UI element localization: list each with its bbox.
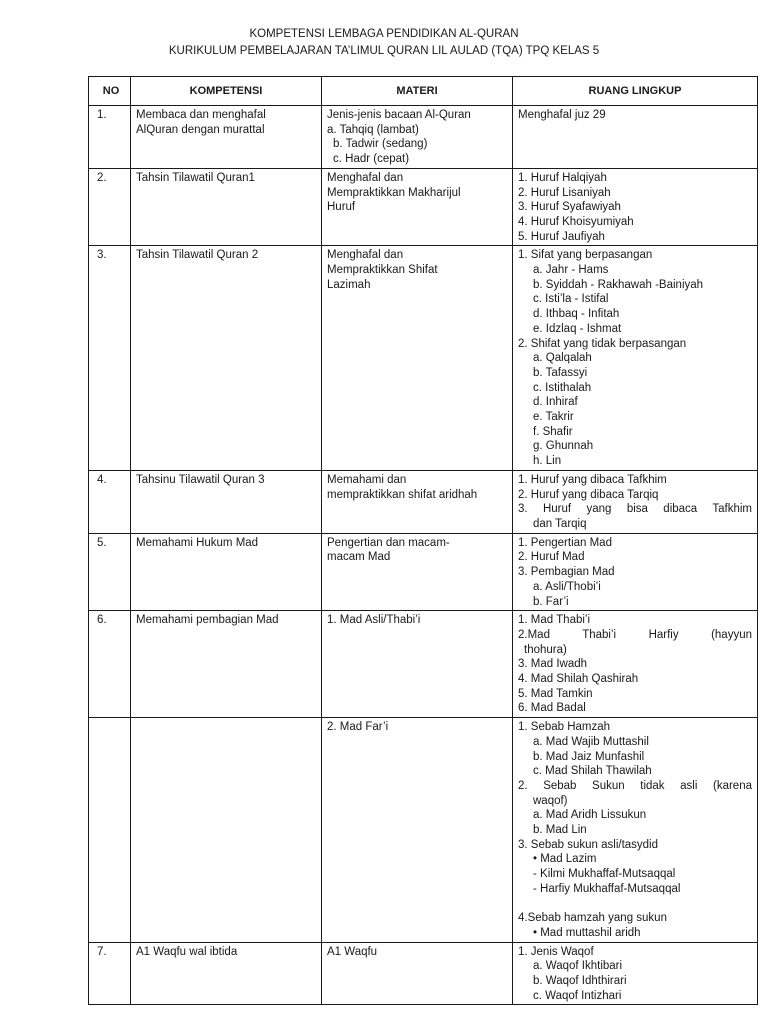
cell-line: 3. Huruf Syafawiyah — [518, 201, 621, 214]
cell-line: waqof) — [533, 794, 568, 807]
cell-materi — [322, 611, 513, 718]
cell-line: Membaca dan menghafal — [136, 109, 266, 121]
cell-no: 5. — [89, 533, 131, 611]
cell-line: b. Far’i — [533, 595, 569, 608]
cell-line: 3. Mad Iwadh — [518, 658, 588, 671]
cell-line: d. Ithbaq - Infitah — [533, 308, 620, 321]
cell-line: macam Mad — [327, 551, 391, 564]
cell-line: c. Istithalah — [533, 381, 592, 394]
cell-line: h. Lin — [533, 455, 562, 468]
cell-line: Mempraktikkan Makharijul — [327, 186, 461, 199]
cell-line: b. Syiddah - Rakhawah -Bainiyah — [533, 278, 704, 291]
cell-kompetensi — [131, 470, 322, 533]
cell-line: a. Mad Aridh Lissukun — [533, 809, 647, 822]
cell-line: 4.Sebab hamzah yang sukun — [518, 912, 667, 925]
cell-line: Tahsin Tilawatil Quran1 — [136, 171, 255, 184]
cell-kompetensi — [131, 106, 322, 169]
cell-materi — [322, 106, 513, 169]
header-ruang-lingkup: RUANG LINGKUP — [513, 77, 758, 106]
cell-line: b. Waqof Idhthirari — [533, 975, 627, 988]
cell-line: e. Takrir — [533, 411, 574, 424]
cell-line: Tahsin Tilawatil Quran 2 — [136, 249, 259, 262]
cell-line: 3. Huruf yang bisa dibaca Tafkhim — [518, 503, 752, 516]
table-row — [89, 718, 758, 943]
cell-line: Jenis-jenis bacaan Al-Quran — [327, 109, 471, 121]
cell-kompetensi — [131, 611, 322, 718]
cell-line: 2. Huruf yang dibaca Tarqiq — [518, 488, 659, 501]
cell-no: 2. — [89, 168, 131, 246]
cell-kompetensi — [131, 168, 322, 246]
cell-line: g. Ghunnah — [533, 440, 594, 453]
cell-line: 1. Huruf yang dibaca Tafkhim — [518, 473, 667, 486]
cell-line: 2. Huruf Lisaniyah — [518, 186, 611, 199]
table-header-row — [89, 77, 758, 106]
cell-line: Memahami dan — [327, 473, 407, 486]
document-title: KOMPETENSI LEMBAGA PENDIDIKAN AL-QURAN — [249, 28, 519, 40]
cell-line: 1. Mad Thabi’i — [518, 614, 591, 627]
cell-line: 6. Mad Badal — [518, 702, 586, 715]
cell-line: thohura) — [524, 643, 567, 656]
table-row — [89, 611, 758, 718]
cell-line: a. Waqof Ikhtibari — [533, 960, 623, 973]
cell-line: Mempraktikkan Shifat — [327, 264, 438, 277]
cell-line: A1 Waqfu wal ibtida — [136, 945, 238, 958]
cell-line: Pengertian dan macam- — [327, 536, 450, 549]
table-row — [89, 246, 758, 471]
cell-line: 4. Mad Shilah Qashirah — [518, 673, 639, 686]
cell-line: b. Tadwir (sedang) — [333, 138, 428, 151]
cell-line: Menghafal juz 29 — [518, 109, 606, 121]
table-row — [89, 106, 758, 169]
competency-table — [88, 76, 758, 1005]
document-subtitle: KURIKULUM PEMBELAJARAN TA’LIMUL QURAN LIL AULAD (TQA) TPQ KELAS 5 — [168, 45, 600, 57]
cell-line: 5. Huruf Jaufiyah — [518, 230, 605, 243]
cell-line: f. Shafir — [533, 425, 573, 438]
table-row — [89, 533, 758, 611]
table-row — [89, 470, 758, 533]
cell-line: 2.Mad Thabi’i Harfiy (hayyun — [518, 628, 752, 641]
cell-line: 1. Pengertian Mad — [518, 536, 612, 549]
cell-line: b. Tafassyi — [533, 366, 588, 379]
cell-line: b. Mad Jaiz Munfashil — [533, 750, 645, 763]
cell-line: b. Mad Lin — [533, 824, 587, 837]
cell-no — [89, 718, 131, 943]
cell-line: 1. Mad Asli/Thabi’i — [327, 614, 421, 627]
cell-line: 5. Mad Tamkin — [518, 687, 593, 700]
cell-no: 3. — [89, 246, 131, 471]
cell-line: 1. Sebab Hamzah — [518, 721, 611, 734]
cell-line: • Mad muttashil aridh — [533, 926, 641, 939]
cell-kompetensi — [131, 942, 322, 1005]
cell-ruang-lingkup — [513, 470, 758, 533]
cell-ruang-lingkup — [513, 246, 758, 471]
cell-line: 2. Shifat yang tidak berpasangan — [518, 337, 687, 350]
cell-no: 1. — [89, 106, 131, 169]
cell-line: 2. Huruf Mad — [518, 551, 585, 564]
cell-ruang-lingkup — [513, 718, 758, 943]
cell-materi — [322, 718, 513, 943]
cell-line: 2. Sebab Sukun tidak asli (karena — [518, 779, 752, 792]
cell-line: 2. Mad Far’i — [327, 721, 389, 734]
cell-ruang-lingkup — [513, 942, 758, 1005]
cell-line: a. Tahqiq (lambat) — [327, 123, 419, 136]
header-no: NO — [89, 77, 131, 106]
cell-line: Memahami Hukum Mad — [136, 536, 259, 549]
cell-line: c. Waqof Intizhari — [533, 989, 622, 1002]
cell-line: a. Jahr - Hams — [533, 264, 609, 277]
cell-line: - Harfiy Mukhaffaf-Mutsaqqal — [533, 882, 681, 895]
cell-line: d. Inhiraf — [533, 396, 578, 409]
cell-line: AlQuran dengan murattal — [136, 123, 265, 136]
cell-kompetensi — [131, 246, 322, 471]
cell-line: Tahsinu Tilawatil Quran 3 — [136, 473, 265, 486]
cell-line: Menghafal dan — [327, 171, 404, 184]
cell-line: c. Mad Shilah Thawilah — [533, 765, 652, 778]
cell-ruang-lingkup — [513, 611, 758, 718]
cell-line: 3. Pembagian Mad — [518, 566, 615, 579]
cell-line: A1 Waqfu — [327, 945, 378, 958]
cell-line: a. Asli/Thobi’i — [533, 580, 601, 593]
cell-line: 3. Sebab sukun asli/tasydid — [518, 838, 659, 851]
cell-line: a. Mad Wajib Muttashil — [533, 735, 649, 748]
cell-line: 1. Jenis Waqof — [518, 945, 594, 958]
cell-materi — [322, 942, 513, 1005]
cell-line: mempraktikkan shifat aridhah — [327, 488, 478, 501]
cell-ruang-lingkup — [513, 168, 758, 246]
cell-materi — [322, 246, 513, 471]
cell-ruang-lingkup — [513, 533, 758, 611]
cell-line: e. Idzlaq - Ishmat — [533, 322, 622, 335]
cell-line: c. Isti’la - Istifal — [533, 293, 609, 306]
cell-kompetensi — [131, 533, 322, 611]
cell-line: - Kilmi Mukhaffaf-Mutsaqqal — [533, 868, 676, 881]
cell-line: a. Qalqalah — [533, 352, 592, 365]
cell-materi — [322, 470, 513, 533]
cell-line-blank — [518, 897, 752, 912]
cell-line: Lazimah — [327, 278, 371, 291]
cell-line: 1. Sifat yang berpasangan — [518, 249, 653, 262]
cell-line: dan Tarqiq — [533, 517, 587, 530]
cell-no: 6. — [89, 611, 131, 718]
header-materi: MATERI — [322, 77, 513, 106]
cell-materi — [322, 533, 513, 611]
header-kompetensi: KOMPETENSI — [131, 77, 322, 106]
cell-line: 1. Huruf Halqiyah — [518, 171, 607, 184]
cell-ruang-lingkup — [513, 106, 758, 169]
table-row — [89, 942, 758, 1005]
cell-line: c. Hadr (cepat) — [333, 153, 410, 166]
cell-no: 4. — [89, 470, 131, 533]
cell-materi — [322, 168, 513, 246]
cell-kompetensi — [131, 718, 322, 943]
cell-line: • Mad Lazim — [533, 853, 597, 866]
cell-line: Memahami pembagian Mad — [136, 614, 279, 627]
cell-no: 7. — [89, 942, 131, 1005]
cell-line: 4. Huruf Khoisyumiyah — [518, 215, 634, 228]
cell-line: Huruf — [327, 201, 356, 214]
table-row — [89, 168, 758, 246]
cell-line: Menghafal dan — [327, 249, 404, 262]
